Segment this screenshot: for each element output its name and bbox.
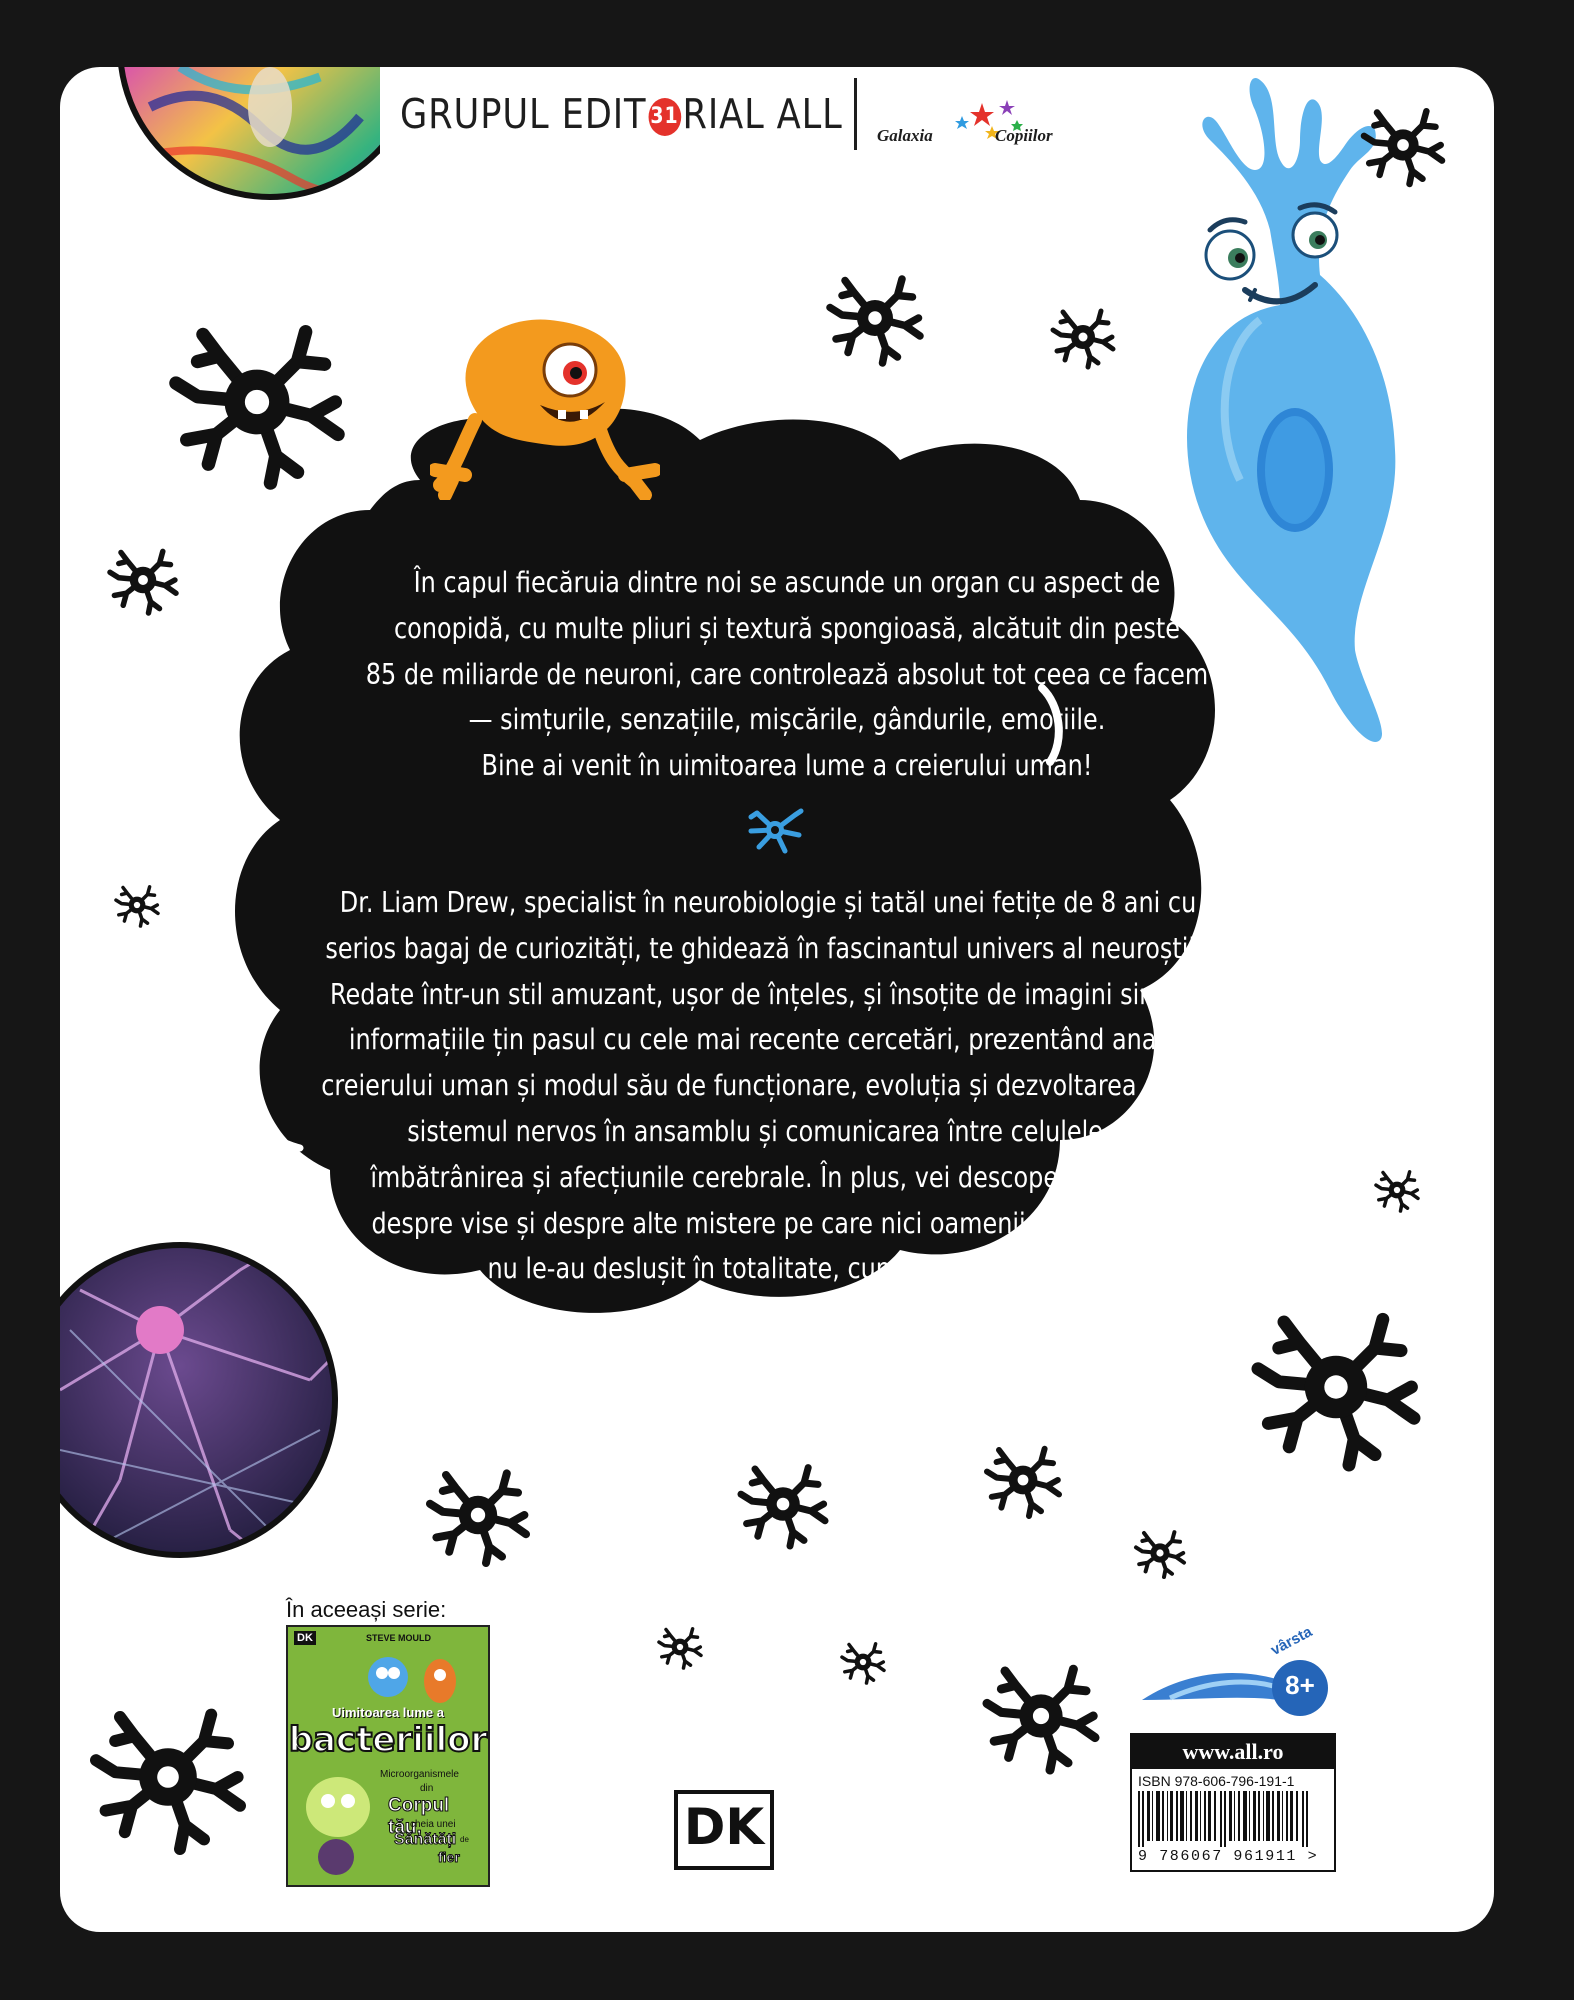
blurb-intro-line: conopidă, cu multe pliuri și textură spongioasă, alcătuit din peste (394, 611, 1180, 645)
publisher-name: GRUPUL EDIT 31RIAL ALL (400, 90, 843, 138)
barcode-box (1130, 1733, 1336, 1872)
blurb-body-line: Dr. Liam Drew, specialist în neurobiologie și tatăl unei fetițe de 8 ani cu un (339, 886, 1235, 919)
blurb-body-line: creierului uman și modul său de funcționare, evoluția și dezvoltarea acestuia, (321, 1069, 1253, 1103)
series-book-subtitle: de (460, 1835, 469, 1844)
series-book-author: STEVE MOULD (366, 1633, 432, 1643)
green-microbe-icon (296, 1767, 381, 1877)
series-book-dk-mark: DK (294, 1631, 316, 1645)
blurb-body-line: despre vise și despre alte mistere pe care nici oamenii de știință încă (371, 1206, 1203, 1240)
bacteria-characters-icon (358, 1647, 478, 1707)
series-book-subtitle: fier (438, 1849, 460, 1865)
blurb-intro-line: Bine ai venit în uimitoarea lume a creierului uman! (481, 749, 1093, 783)
series-book-subtitle: cheia unei (410, 1819, 456, 1830)
blurb-intro (283, 560, 1291, 789)
series-book-subtitle: Microorganismele (380, 1769, 459, 1780)
series-book-subtitle: din (420, 1783, 434, 1794)
neuron-microscope-image (60, 1230, 340, 1590)
isbn-number: ISBN 978-606-796-191-1 (1138, 1773, 1295, 1789)
series-book-title-line1: Uimitoarea lume a (332, 1705, 444, 1720)
age-badge (1140, 1623, 1340, 1720)
series-book-cover[interactable] (286, 1625, 490, 1887)
dk-logo (674, 1790, 774, 1870)
blurb-body-line: Redate într-un stil amuzant, ușor de înțeles, și însoțite de imagini simpatice, (330, 977, 1244, 1011)
series-book-subtitle: Corpul tău, (388, 1795, 450, 1838)
publisher-url: www.all.ro (1132, 1735, 1334, 1769)
imprint-name-part2: Copiilor (995, 126, 1053, 145)
age-label: vârsta (1268, 1623, 1316, 1659)
blurb-body (283, 880, 1291, 1292)
blurb-intro-line: 85 de miliarde de neuroni, care controlează absolut tot ceea ce facem (365, 657, 1209, 691)
series-label: În aceeași serie: (286, 1597, 447, 1622)
blurb-intro-line: — simțurile, senzațiile, mișcările, gândurile, emoțiile. (468, 703, 1106, 737)
orange-cell-character (430, 310, 660, 500)
blue-neuron-divider-icon (745, 805, 805, 855)
blurb-body-line: îmbătrânirea și afecțiunile cerebrale. În plus, vei descoperi mai multe (370, 1160, 1204, 1194)
barcode-digits: 9 786067 961911 > (1138, 1848, 1319, 1865)
series-book-title-line2: bacteriilor (288, 1720, 488, 1760)
blurb-body-line: nu le-au deslușit în totalitate, cum ar fi conștiința. (487, 1252, 1087, 1286)
barcode-bars (1138, 1791, 1328, 1847)
series-book-subtitle: Sănătăți (394, 1831, 457, 1848)
blurb-body-line: sistemul nervos în ansamblu și comunicarea între celulele sale, (407, 1114, 1167, 1148)
publisher-31-badge: 31 (648, 98, 681, 136)
age-value: 8+ (1285, 1670, 1315, 1700)
blurb-body-line: informațiile țin pasul cu cele mai recente cercetări, prezentând anatomia (348, 1023, 1226, 1057)
blurb-intro-line: În capul fiecăruia dintre noi se ascunde un organ cu aspect de (413, 566, 1161, 599)
imprint-name-part1: Galaxia (877, 126, 933, 145)
dk-logo-text: DK (683, 1798, 765, 1856)
blurb-body-line: serios bagaj de curiozități, te ghidează în fascinantul univers al neuroștiinței. (325, 931, 1249, 965)
